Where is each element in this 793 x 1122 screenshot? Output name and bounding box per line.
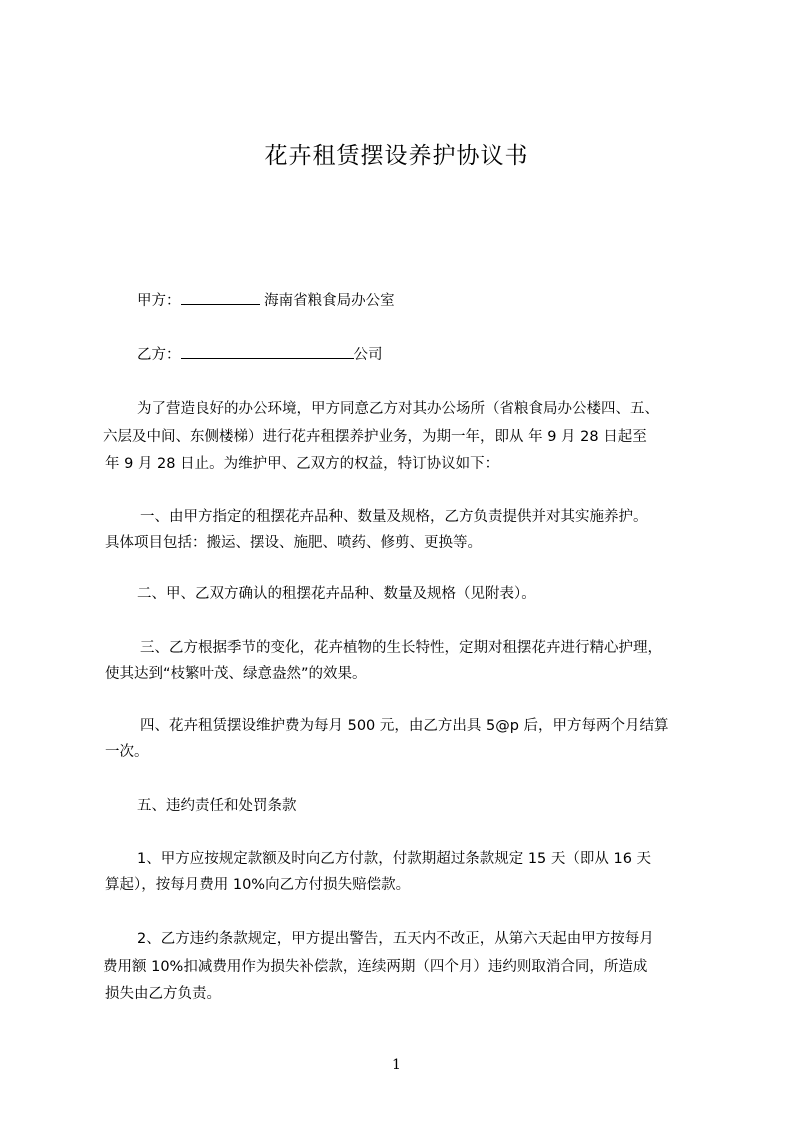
clause-1-line-2: 具体项目包括：搬运、摆设、施肥、喷药、修剪、更换等。 xyxy=(105,535,482,551)
clause-2: 二、甲、乙双方确认的租摆花卉品种、数量及规格（见附表）。 xyxy=(137,586,536,602)
clause-3-line-2: 使其达到“枝繁叶茂、绿意盎然”的效果。 xyxy=(105,666,367,682)
clause-5-heading: 五、违约责任和处罚条款 xyxy=(137,798,297,814)
clause-3-line-1: 三、乙方根据季节的变化，花卉植物的生长特性，定期对租摆花卉进行精心护理， xyxy=(140,640,662,656)
party-a-line xyxy=(137,290,737,311)
penalty-1-line-2: 算起），按每月费用 10%向乙方付损失赔偿款。 xyxy=(105,877,411,893)
clause-4-line-2: 一次。 xyxy=(105,744,149,760)
party-b-label: 乙方： xyxy=(137,347,181,363)
page-title: 花卉租赁摆设养护协议书 xyxy=(264,143,529,169)
party-b-suffix: 公司 xyxy=(353,347,383,363)
intro-line-2: 六层及中间、东侧楼梯）进行花卉租摆养护业务，为期一年，即从 年 9 月 28 日起至 xyxy=(103,429,647,445)
party-a-blank xyxy=(181,290,260,305)
intro-line-1: 为了营造良好的办公环境，甲方同意乙方对其办公场所（省粮食局办公楼四、五、 xyxy=(137,401,659,417)
page-number: 1 xyxy=(392,1057,401,1073)
clause-1-line-1: 一、由甲方指定的租摆花卉品种、数量及规格，乙方负责提供并对其实施养护。 xyxy=(140,509,648,525)
party-b-line xyxy=(137,344,737,365)
penalty-2-line-1: 2、乙方违约条款规定，甲方提出警告，五天内不改正，从第六天起由甲方按每月 xyxy=(137,931,654,947)
party-b-blank xyxy=(181,344,354,359)
penalty-2-line-3: 损失由乙方负责。 xyxy=(105,986,221,1002)
penalty-1-line-1: 1、甲方应按规定款额及时向乙方付款，付款期超过条款规定 15 天（即从 16 天 xyxy=(137,851,652,867)
penalty-2-line-2: 费用额 10%扣减费用作为损失补偿款，连续两期（四个月）违约则取消合同，所造成 xyxy=(103,959,648,975)
party-a-label: 甲方： xyxy=(137,293,181,309)
intro-line-3: 年 9 月 28 日止。为维护甲、乙双方的权益，特订协议如下： xyxy=(105,456,500,472)
party-a-name: 海南省粮食局办公室 xyxy=(264,293,395,309)
clause-4-line-1: 四、花卉租赁摆设维护费为每月 500 元，由乙方出具 5@p 后，甲方每两个月结算 xyxy=(140,718,669,734)
